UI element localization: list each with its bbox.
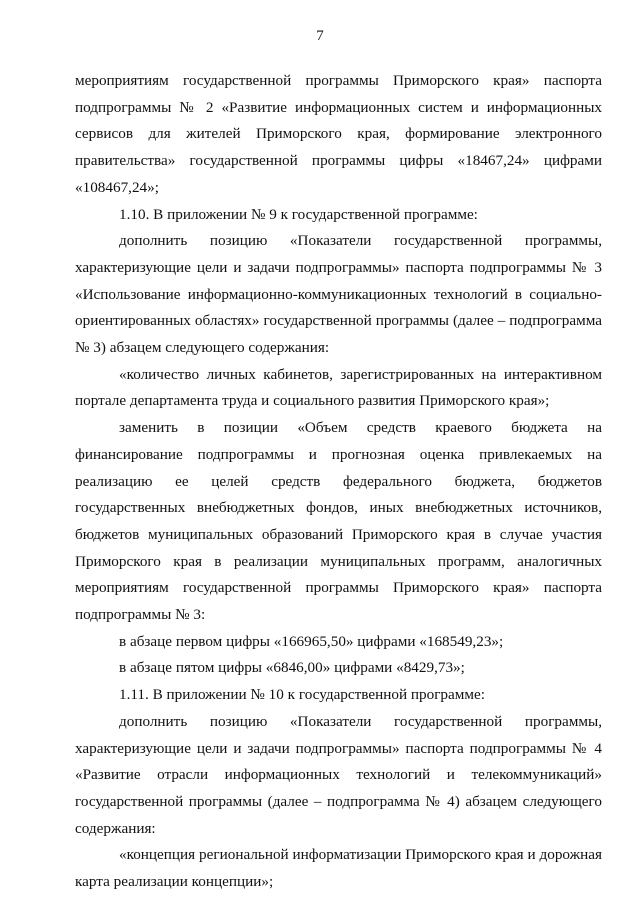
- paragraph-replace-budget-position: заменить в позиции «Объем средств краевого бюджета на финансирование подпрограммы и прогнозная оценка привлекаемых на реализацию ее целей средств федерального бюджета, бюджетов государственных внебюджетных фондов, иных внебюджетных источников, бюджетов муниципальных образований Приморского края в случае участия Приморского края в реализации муниципальных программ, аналогичных мероприятиям государственной программы Приморского края» паспорта подпрограммы № 3:: [75, 419, 602, 624]
- document-body: [75, 68, 602, 896]
- paragraph-add-indicator-subprogram-3: дополнить позицию «Показатели государственной программы, характеризующие цели и задачи подпрограммы» паспорта подпрограммы № 3 «Использование информационно-коммуникационных технологий в социально-ориентированных областях» государственной программы (далее – подпрограмма № 3) абзацем следующего содержания:: [75, 232, 602, 357]
- page-number: 7: [316, 28, 324, 44]
- paragraph-continuation: мероприятиям государственной программы Приморского края» паспорта подпрограммы № 2 «Развитие информационных систем и информационных сервисов для жителей Приморского края, формирование электронного правительства» государственной программы цифры «18467,24» цифрами «108467,24»;: [75, 72, 602, 196]
- paragraph-item-1-11: 1.11. В приложении № 10 к государственной программе:: [119, 686, 485, 704]
- paragraph-quote-informatization-concept: «концепция региональной информатизации Приморского края и дорожная карта реализации концепции»;: [75, 846, 602, 891]
- paragraph-first-abzac: в абзаце первом цифры «166965,50» цифрами «168549,23»;: [119, 632, 504, 650]
- paragraph-item-1-10: 1.10. В приложении № 9 к государственной программе:: [119, 205, 478, 223]
- paragraph-quote-personal-accounts: «количество личных кабинетов, зарегистрированных на интерактивном портале департамента труда и социального развития Приморского края»;: [75, 365, 602, 410]
- paragraph-fifth-abzac: в абзаце пятом цифры «6846,00» цифрами «8429,73»;: [119, 659, 465, 677]
- paragraph-add-indicator-subprogram-4: дополнить позицию «Показатели государственной программы, характеризующие цели и задачи подпрограммы» паспорта подпрограммы № 4 «Развитие отрасли информационных технологий и телекоммуникаций» государственной программы (далее – подпрограмма № 4) абзацем следующего содержания:: [75, 712, 602, 837]
